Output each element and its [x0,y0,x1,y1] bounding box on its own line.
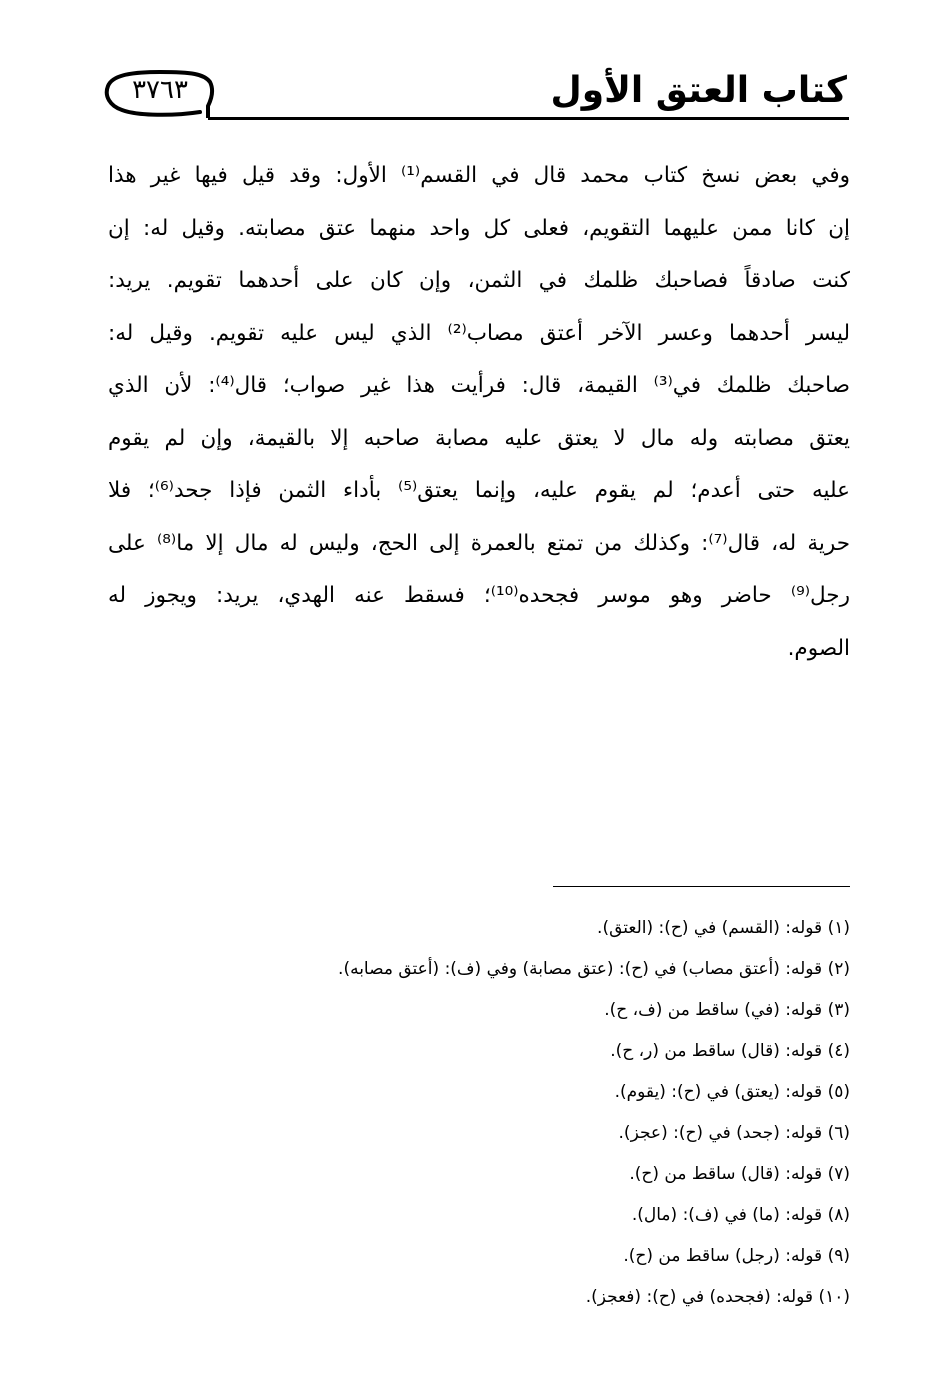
text-line: حرية له، قال⁽⁷⁾: وكذلك من تمتع بالعمرة إلى الحج، وليس له مال إلا ما⁽⁸⁾ على [108,530,850,556]
page-header [104,60,849,124]
text-line: رجل⁽⁹⁾ حاضر وهو موسر فجحده⁽¹⁰⁾؛ فسقط عنه الهدي، يريد: ويجوز له [108,583,850,608]
text-line: الصوم. [787,635,850,661]
text-line: كنت صادقاً فصاحبك ظلمك في الثمن، وإن كان على أحدهما تقويم. يريد: [108,268,850,293]
footnote-item: (٢) قوله: (أعتق مصاب) في (ح): (عتق مصابة) وفي (ف): (أعتق مصابه). [338,959,850,979]
footnote-separator [553,886,850,887]
main-text [108,150,850,675]
footnote-item: (٤) قوله: (قال) ساقط من (ر، ح). [610,1041,850,1061]
footnote-item: (١٠) قوله: (فجحده) في (ح): (فعجز). [585,1287,850,1307]
footnote-item: (٥) قوله: (يعتق) في (ح): (يقوم). [614,1082,850,1102]
footnote-item: (٦) قوله: (جحد) في (ح): (عجز). [618,1123,850,1143]
book-title: كتاب العتق الأول [550,70,847,111]
text-line: يعتق مصابته وله مال لا يعتق عليه مصابة صاحبه إلا بالقيمة، وإن لم يقوم [108,425,850,451]
footnote-item: (١) قوله: (القسم) في (ح): (العتق). [597,918,850,938]
text-line: عليه حتى أعدم؛ لم يقوم عليه، وإنما يعتق⁽⁵⁾ بأداء الثمن فإذا جحد⁽⁶⁾؛ فلا [108,478,850,503]
footnotes [90,908,850,1318]
text-line: إن كانا ممن عليهما التقويم، فعلى كل واحد منهما عتق مصابته. وقيل له: إن [108,215,850,241]
footnote-item: (٨) قوله: (ما) في (ف): (مال). [631,1205,850,1225]
footnote-item: (٩) قوله: (رجل) ساقط من (ح). [623,1246,850,1266]
text-line: ليسر أحدهما وعسر الآخر أعتق مصاب⁽²⁾ الذي ليس عليه تقويم. وقيل له: [108,320,851,346]
text-line: صاحبك ظلمك في⁽³⁾ القيمة، قال: فرأيت هذا غير صواب؛ قال⁽⁴⁾: لأن الذي [108,373,850,398]
footnote-item: (٣) قوله: (في) ساقط من (ف، ح). [604,1000,850,1020]
text-line: وفي بعض نسخ كتاب محمد قال في القسم⁽¹⁾ الأول: وقد قيل فيها غير هذا [108,163,850,188]
page-number: ٣٧٦٣ [132,75,188,105]
header-rule [208,117,849,120]
footnote-item: (٧) قوله: (قال) ساقط من (ح). [629,1164,850,1184]
